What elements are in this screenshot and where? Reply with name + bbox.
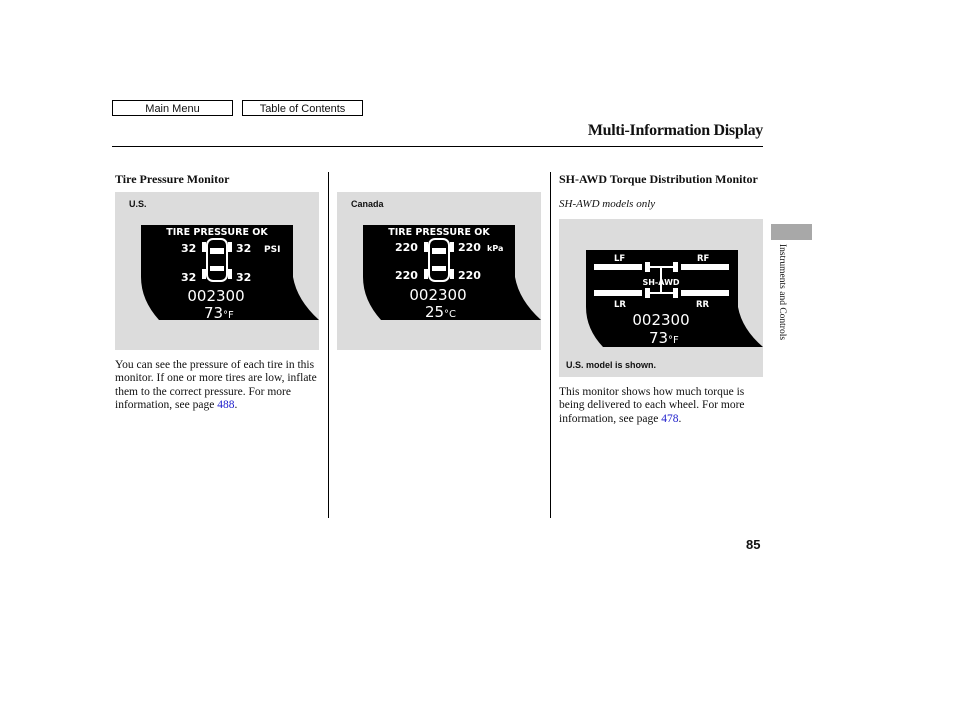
awd-odometer: 002300 — [632, 311, 690, 329]
canada-temp: 25 — [425, 303, 445, 321]
column-divider-1 — [328, 172, 329, 518]
period: . — [678, 412, 682, 425]
canada-status-text: TIRE PRESSURE OK — [388, 227, 490, 238]
page-title: Multi-Information Display — [587, 122, 763, 139]
us-temp: 73 — [204, 304, 224, 322]
main-menu-button[interactable]: Main Menu — [112, 100, 233, 116]
us-rl-value: 32 — [181, 271, 197, 284]
sh-awd-display — [559, 219, 763, 377]
canada-fl-value: 220 — [395, 241, 418, 254]
canada-temp-unit: °C — [444, 309, 456, 320]
lr-label: LR — [614, 300, 626, 310]
us-fr-value: 32 — [236, 242, 252, 255]
title-rule — [112, 146, 763, 147]
canada-fr-value: 220 — [458, 241, 481, 254]
tire-pressure-heading: Tire Pressure Monitor — [115, 172, 230, 186]
canada-rl-value: 220 — [395, 269, 418, 282]
us-status-text: TIRE PRESSURE OK — [166, 227, 268, 238]
sh-awd-panel — [559, 219, 763, 377]
page-478-link[interactable]: 478 — [661, 412, 679, 425]
rr-label: RR — [696, 300, 710, 310]
canada-odometer: 002300 — [409, 286, 467, 304]
sh-awd-heading: SH-AWD Torque Distribution Monitor — [559, 172, 758, 186]
sh-awd-subheading: SH-AWD models only — [559, 198, 656, 210]
tpms-description-text: You can see the pressure of each tire in this monitor. If one or more tires are low, inflate them to the correct pressure. For more information, see page — [115, 359, 317, 412]
page-number: 85 — [746, 537, 761, 552]
us-fl-value: 32 — [181, 242, 197, 255]
awd-panel-label: U.S. model is shown. — [566, 360, 657, 370]
column-divider-2 — [550, 172, 551, 518]
section-side-tab — [771, 224, 812, 240]
canada-rr-value: 220 — [458, 269, 481, 282]
lf-label: LF — [614, 254, 626, 264]
canada-panel-label: Canada — [351, 199, 384, 209]
canada-tpms-display — [337, 192, 541, 350]
section-side-label: Instruments and Controls — [777, 244, 787, 341]
page-488-link[interactable]: 488 — [217, 399, 235, 412]
awd-description — [559, 386, 759, 426]
us-unit: PSI — [264, 245, 281, 255]
us-tpms-display — [115, 192, 319, 350]
awd-description-text: This monitor shows how much torque is being delivered to each wheel. For more information, see page — [559, 386, 745, 425]
table-of-contents-button[interactable]: Table of Contents — [242, 100, 363, 116]
canada-unit: kPa — [487, 244, 504, 253]
rf-label: RF — [697, 254, 710, 264]
canada-tpms-panel — [337, 192, 541, 350]
us-tpms-panel — [115, 192, 319, 350]
awd-temp-unit: °F — [668, 335, 679, 346]
awd-temp: 73 — [649, 329, 669, 347]
us-rr-value: 32 — [236, 271, 252, 284]
us-panel-label: U.S. — [129, 199, 147, 209]
tpms-description — [115, 359, 325, 413]
sh-awd-center-label: SH-AWD — [642, 278, 680, 287]
period: . — [234, 399, 238, 412]
us-odometer: 002300 — [187, 287, 245, 305]
us-temp-unit: °F — [223, 310, 234, 321]
